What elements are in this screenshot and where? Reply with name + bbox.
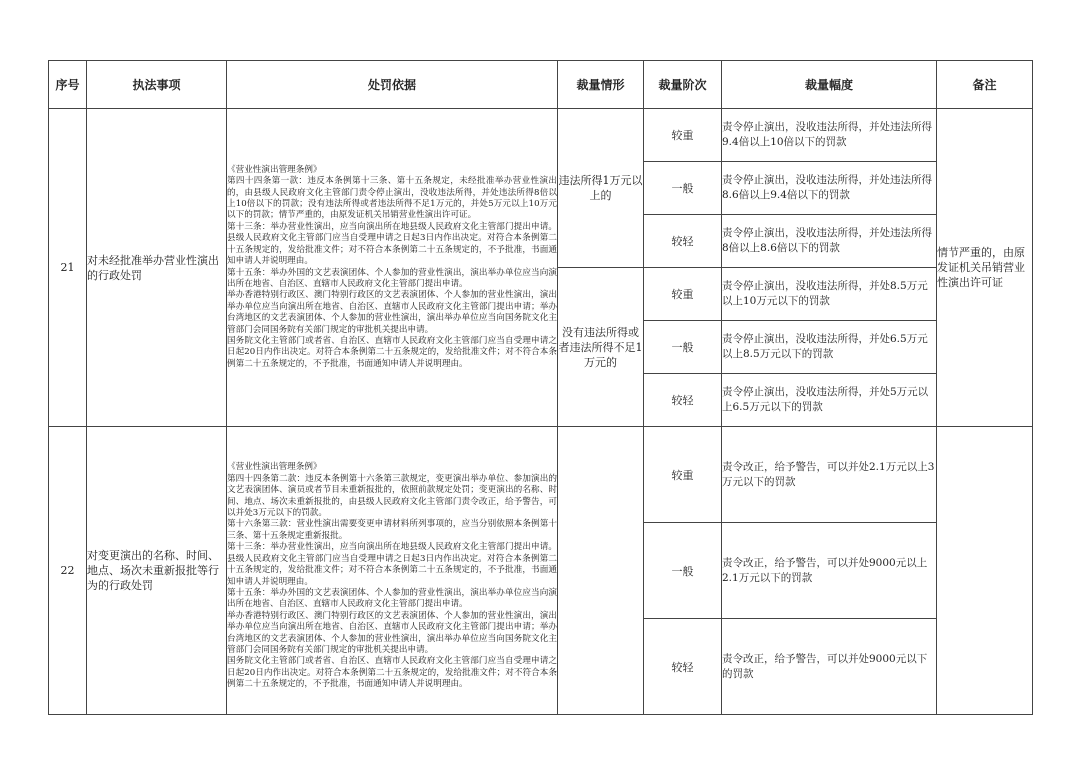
header-row: [49, 61, 1033, 109]
row-seq: 22: [49, 427, 87, 715]
row-level: 较重: [644, 427, 722, 523]
row-level: 一般: [644, 162, 722, 215]
row-note: 情节严重的，由原发证机关吊销营业性演出许可证: [937, 109, 1033, 427]
table-row: [49, 109, 1033, 162]
basis-paragraph: 国务院文化主管部门或者省、自治区、直辖市人民政府文化主管部门应当自受理申请之日起20日内作出决定。对符合本条例第二十五条规定的，发给批准文件；对不符合本条例第二十五条规定的，不予批准，书面通知申请人并说明理由。: [227, 335, 557, 369]
basis-paragraph: 《营业性演出管理条例》: [227, 164, 322, 175]
row-item: 对未经批准举办营业性演出的行政处罚: [87, 109, 227, 427]
basis-paragraph: 第十三条：举办营业性演出，应当向演出所在地县级人民政府文化主管部门提出申请。县级人民政府文化主管部门应当自受理申请之日起3日内作出决定。对符合本条例第二十五条规定的，发给批准文件；对不符合本条例第二十五条规定的，不予批准，书面通知申请人并说明理由。: [227, 221, 557, 267]
header-seq: 序号: [49, 61, 87, 109]
basis-paragraph: 国务院文化主管部门或者省、自治区、直辖市人民政府文化主管部门应当自受理申请之日起20日内作出决定。对符合本条例第二十五条规定的，发给批准文件；对不符合本条例第二十五条规定的，不予批准，书面通知申请人并说明理由。: [227, 656, 557, 690]
basis-paragraph: 第四十四条第二款：违反本条例第十六条第三款规定，变更演出举办单位、参加演出的文艺表演团体、演员或者节目未重新报批的，依照前款规定处罚；变更演出的名称、时间、地点、场次未重新报批的，由县级人民政府文化主管部门责令改正，给予警告，可以并处3万元以下的罚款。: [227, 473, 557, 519]
row-range: 责令停止演出，没收违法所得，并处违法所得8倍以上8.6倍以下的罚款: [722, 215, 937, 268]
row-range: 责令停止演出，没收违法所得，并处违法所得8.6倍以上9.4倍以下的罚款: [722, 162, 937, 215]
row-situation: 没有违法所得或者违法所得不足1万元的: [558, 268, 644, 427]
basis-paragraph: 第十五条：举办外国的文艺表演团体、个人参加的营业性演出，演出举办单位应当向演出所在地省、自治区、直辖市人民政府文化主管部门提出申请。: [227, 587, 557, 610]
row-range: 责令停止演出，没收违法所得，并处5万元以上6.5万元以下的罚款: [722, 374, 937, 427]
table-row: [49, 427, 1033, 523]
basis-paragraph: 第四十四条第一款：违反本条例第十三条、第十五条规定，未经批准举办营业性演出的，由县级人民政府文化主管部门责令停止演出，没收违法所得，并处违法所得8倍以上10倍以下的罚款；没有违法所得或者违法所得不足1万元的，并处5万元以上10万元以下的罚款；情节严重的，由原发证机关吊销营业性演出许可证。: [227, 176, 557, 221]
enforcement-table: [48, 60, 1033, 715]
basis-paragraph: 举办香港特别行政区、澳门特别行政区的文艺表演团体、个人参加的营业性演出，演出举办单位应当向演出所在地省、自治区、直辖市人民政府文化主管部门提出申请；举办台湾地区的文艺表演团体、个人参加的营业性演出，演出举办单位应当向国务院文化主管部门会同国务院有关部门规定的审批机关提出申请。: [227, 610, 557, 655]
row-basis: [227, 109, 558, 427]
row-level: 较重: [644, 268, 722, 321]
header-situation: 裁量情形: [558, 61, 644, 109]
row-situation: [558, 427, 644, 715]
row-range: 责令改正，给予警告，可以并处2.1万元以上3万元以下的罚款: [722, 427, 937, 523]
basis-paragraph: 第十五条：举办外国的文艺表演团体、个人参加的营业性演出，演出举办单位应当向演出所在地省、自治区、直辖市人民政府文化主管部门提出申请。: [227, 267, 557, 289]
row-level: 较轻: [644, 374, 722, 427]
basis-paragraph: 第十三条：举办营业性演出，应当向演出所在地县级人民政府文化主管部门提出申请。县级人民政府文化主管部门应当自受理申请之日起3日内作出决定。对符合本条例第二十五条规定的，发给批准文件；对不符合本条例第二十五条规定的，不予批准，书面通知申请人并说明理由。: [227, 542, 557, 587]
row-situation: 违法所得1万元以上的: [558, 109, 644, 268]
row-range: 责令停止演出，没收违法所得，并处违法所得9.4倍以上10倍以下的罚款: [722, 109, 937, 162]
row-range: 责令改正，给予警告，可以并处9000元以上2.1万元以下的罚款: [722, 523, 937, 619]
row-level: 一般: [644, 523, 722, 619]
row-note: [937, 427, 1033, 715]
row-range: 责令改正，给予警告，可以并处9000元以下的罚款: [722, 619, 937, 715]
basis-paragraph: 举办香港特别行政区、澳门特别行政区的文艺表演团体、个人参加的营业性演出，演出举办单位应当向演出所在地省、自治区、直辖市人民政府文化主管部门提出申请；举办台湾地区的文艺表演团体、个人参加的营业性演出，演出举办单位应当向国务院文化主管部门会同国务院有关部门规定的审批机关提出申请。: [227, 290, 557, 335]
row-range: 责令停止演出，没收违法所得，并处8.5万元以上10万元以下的罚款: [722, 268, 937, 321]
row-item: 对变更演出的名称、时间、地点、场次未重新报批等行为的行政处罚: [87, 427, 227, 715]
row-level: 较轻: [644, 619, 722, 715]
row-seq: 21: [49, 109, 87, 427]
row-range: 责令停止演出，没收违法所得，并处6.5万元以上8.5万元以下的罚款: [722, 321, 937, 374]
header-item: 执法事项: [87, 61, 227, 109]
header-range: 裁量幅度: [722, 61, 937, 109]
row-basis: [227, 427, 558, 715]
row-level: 较重: [644, 109, 722, 162]
header-basis: 处罚依据: [227, 61, 558, 109]
header-level: 裁量阶次: [644, 61, 722, 109]
basis-paragraph: 《营业性演出管理条例》: [227, 462, 322, 473]
row-level: 较轻: [644, 215, 722, 268]
header-note: 备注: [937, 61, 1033, 109]
row-level: 一般: [644, 321, 722, 374]
basis-paragraph: 第十六条第三款：营业性演出需要变更申请材料所列事项的，应当分别依照本条例第十三条、第十五条规定重新报批。: [227, 519, 557, 541]
